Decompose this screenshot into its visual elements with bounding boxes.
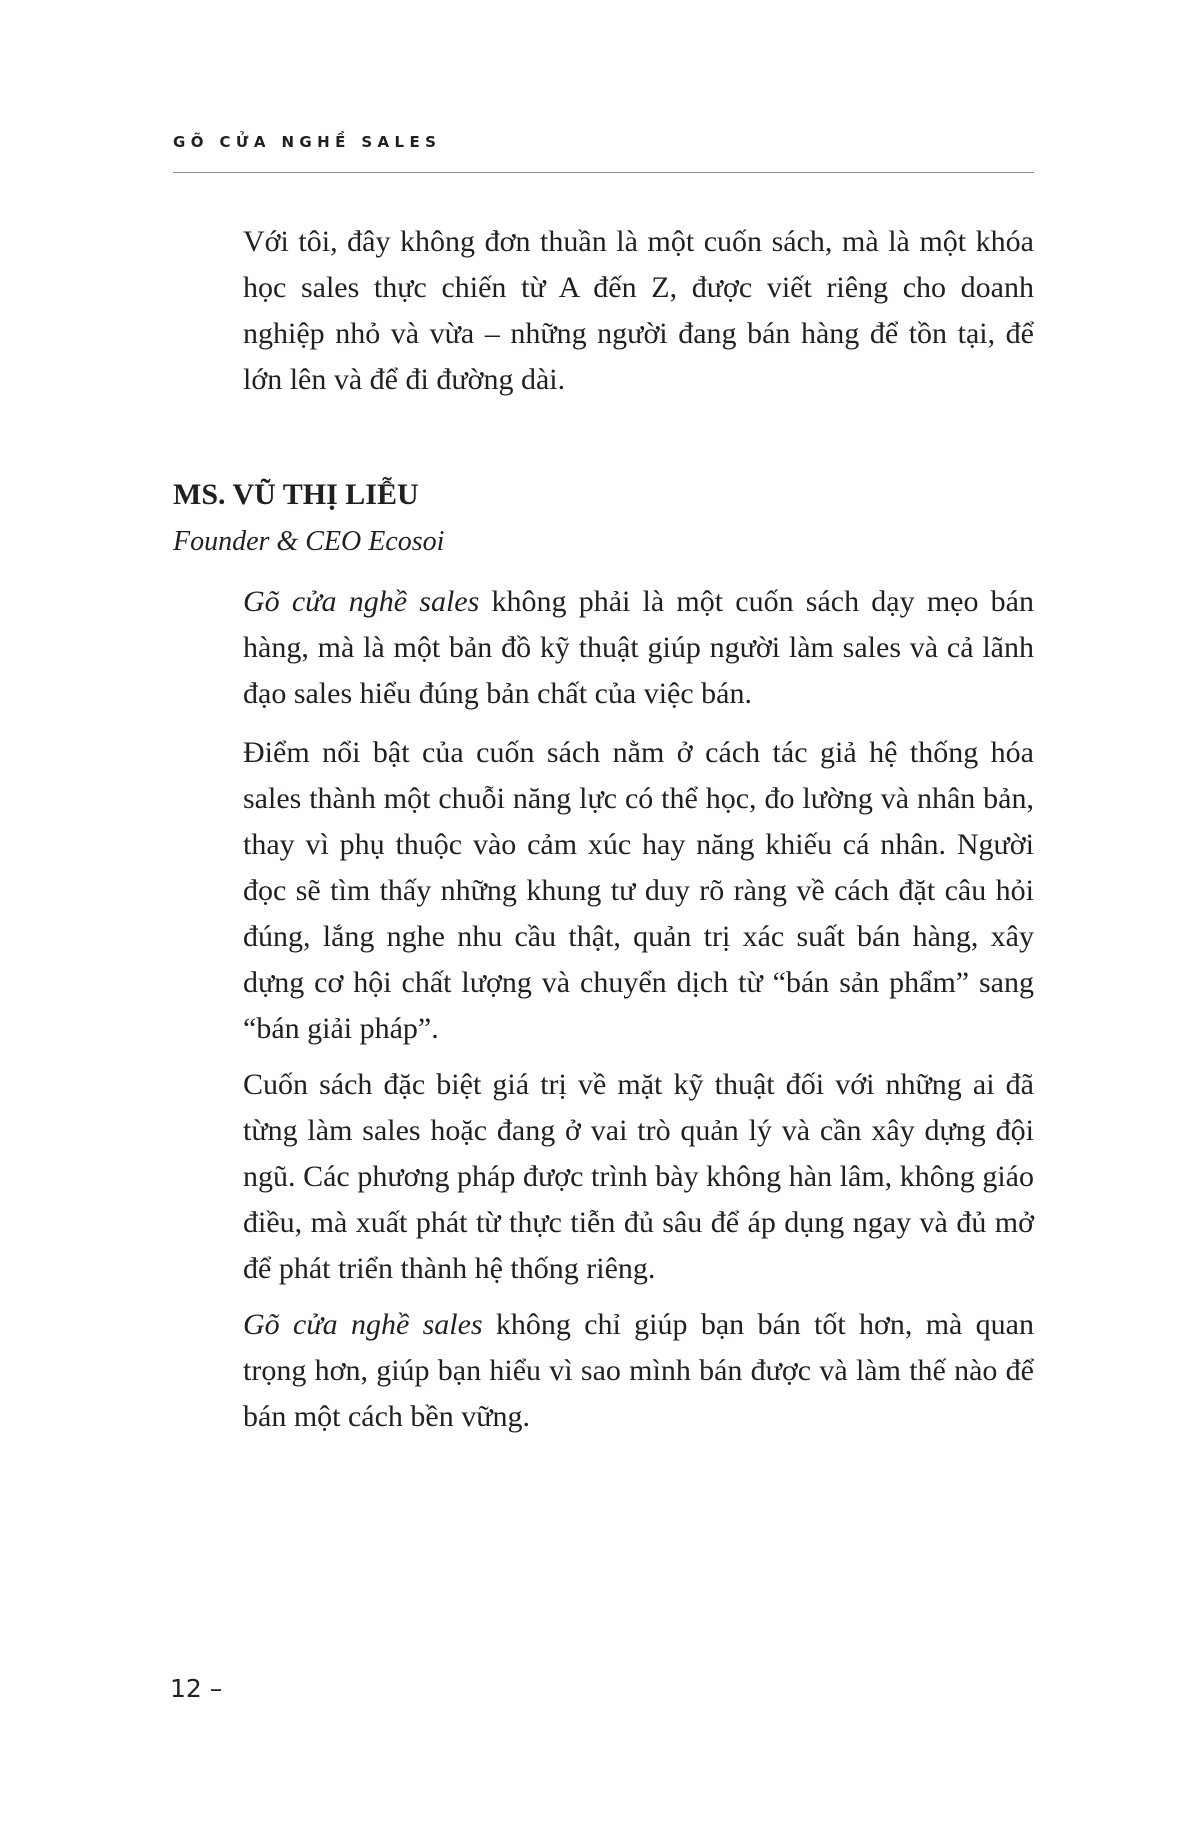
review-author-name: MS. VŨ THỊ LIỄU bbox=[173, 478, 419, 511]
review-paragraph-1-text: không phải là một cuốn sách dạy mẹo bán hàng, mà là một bản đồ kỹ thuật giúp người làm sales và cả lãnh đạo sales hiểu đúng bản chất của việc bán. bbox=[243, 585, 1034, 710]
review-author-role: Founder & CEO Ecosoi bbox=[173, 526, 445, 557]
running-header: GÕ CỬA NGHỀ SALES bbox=[173, 133, 442, 151]
review-paragraph-1 bbox=[243, 579, 1034, 717]
review-paragraph-2: Điểm nổi bật của cuốn sách nằm ở cách tác giả hệ thống hóa sales thành một chuỗi năng lực có thể học, đo lường và nhân bản, thay vì phụ thuộc vào cảm xúc hay năng khiếu cá nhân. Người đọc sẽ tìm thấy những khung tư duy rõ ràng về cách đặt câu hỏi đúng, lắng nghe nhu cầu thật, quản trị xác suất bán hàng, xây dựng cơ hội chất lượng và chuyển dịch từ “bán sản phẩm” sang “bán giải pháp”. bbox=[243, 736, 1034, 1045]
book-title: Gõ cửa nghề sales bbox=[243, 585, 480, 618]
header-rule bbox=[173, 172, 1034, 173]
book-title: Gõ cửa nghề sales bbox=[243, 1308, 483, 1341]
review-paragraph-3: Cuốn sách đặc biệt giá trị về mặt kỹ thuật đối với những ai đã từng làm sales hoặc đang ở vai trò quản lý và cần xây dựng đội ngũ. Các phương pháp được trình bày không hàn lâm, không giáo điều, mà xuất phát từ thực tiễn đủ sâu để áp dụng ngay và đủ mở để phát triển thành hệ thống riêng. bbox=[243, 1068, 1034, 1285]
intro-paragraph: Với tôi, đây không đơn thuần là một cuốn sách, mà là một khóa học sales thực chiến từ A đến Z, được viết riêng cho doanh nghiệp nhỏ và vừa – những người đang bán hàng để tồn tại, để lớn lên và để đi đường dài. bbox=[243, 225, 1034, 396]
review-paragraph-4 bbox=[243, 1302, 1034, 1440]
page-number: 12 – bbox=[170, 1674, 223, 1703]
review-paragraph-4-text: không chỉ giúp bạn bán tốt hơn, mà quan trọng hơn, giúp bạn hiểu vì sao mình bán được và làm thế nào để bán một cách bền vững. bbox=[243, 1308, 1034, 1433]
